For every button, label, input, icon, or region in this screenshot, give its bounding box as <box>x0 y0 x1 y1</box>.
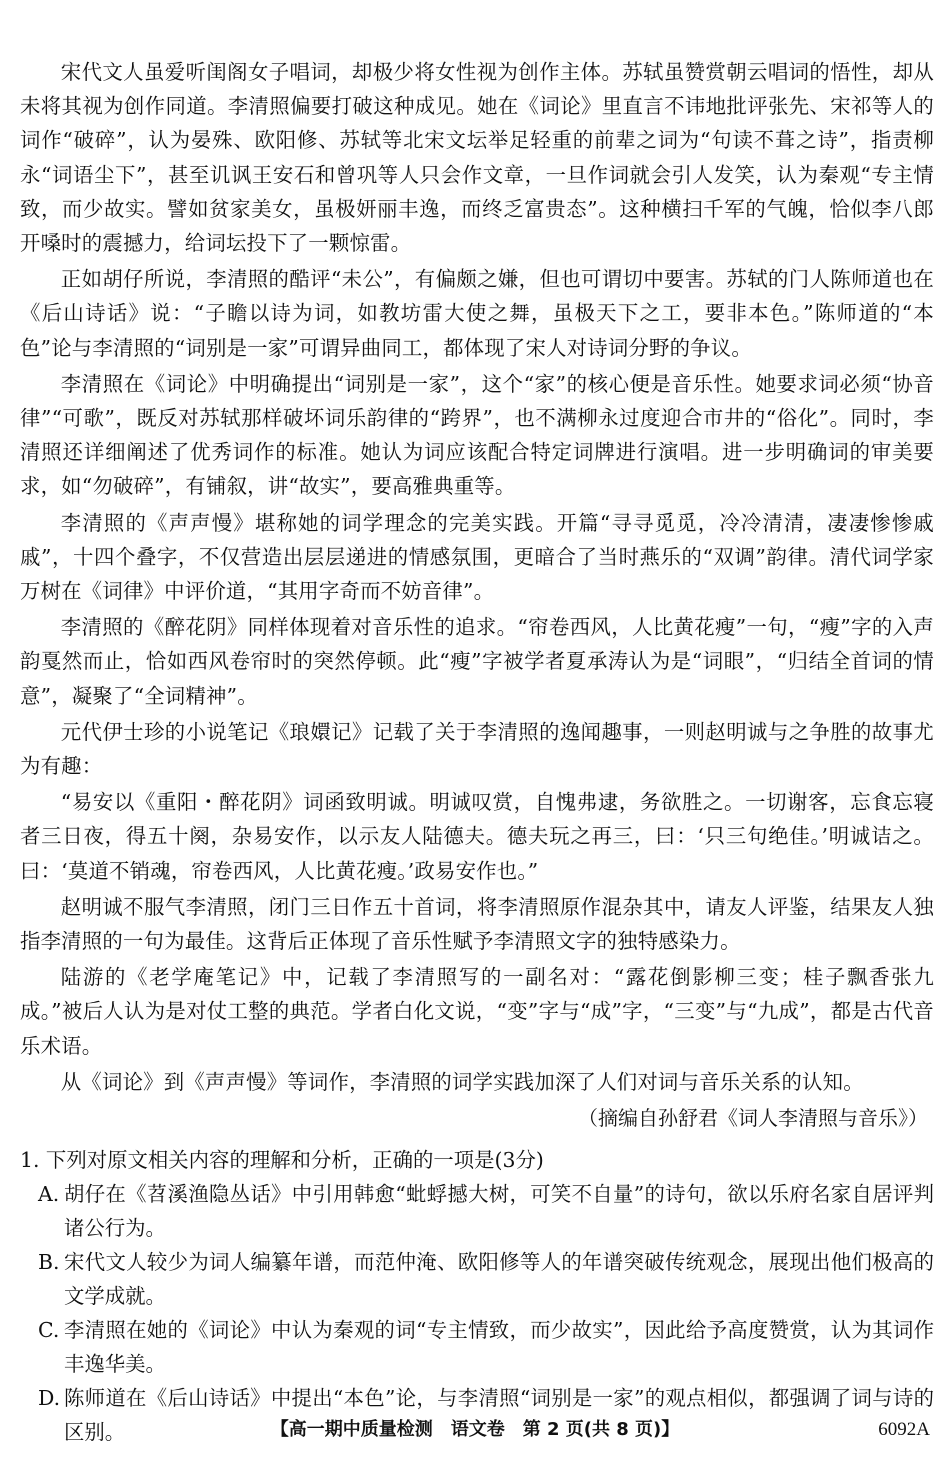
paragraph: 陆游的《老学庵笔记》中，记载了李清照写的一副名对：“露花倒影柳三变；桂子飘香张九成。”被后人认为是对仗工整的典范。学者白化文说，“变”字与“成”字，“三变”与“九成”，都是古代音乐术语。 <box>20 965 934 1058</box>
footer-exam-code: 6092A <box>878 1419 930 1440</box>
footer-page-info: 【高一期中质量检测 语文卷 第 2 页(共 8 页)】 <box>270 1419 680 1440</box>
paragraph: 李清照的《醉花阴》同样体现着对音乐性的追求。“帘卷西风，人比黄花瘦”一句，“瘦”字的入声韵戛然而止，恰如西风卷帘时的突然停顿。此“瘦”字被学者夏承涛认为是“词眼”，“归结全首词的情意”，凝聚了“全词精神”。 <box>20 615 934 708</box>
article-body <box>20 55 934 1135</box>
option-a <box>20 1177 934 1245</box>
option-letter: A. <box>38 1182 60 1207</box>
answer-options <box>20 1177 934 1449</box>
paragraph: 宋代文人虽爱听闺阁女子唱词，却极少将女性视为创作主体。苏轼虽赞赏朝云唱词的悟性，却从未将其视为创作同道。李清照偏要打破这种成见。她在《词论》里直言不讳地批评张先、宋祁等人的词作“破碎”，认为晏殊、欧阳修、苏轼等北宋文坛举足轻重的前辈之词为“句读不葺之诗”，指责柳永“词语尘下”，甚至讥讽王安石和曾巩等人只会作文章，一旦作词就会引人发笑，认为秦观“专主情致，而少故实。譬如贫家美女，虽极妍丽丰逸，而终乏富贵态”。这种横扫千军的气魄，恰似李八郎开嗓时的震撼力，给词坛投下了一颗惊雷。 <box>20 60 934 256</box>
question-1 <box>20 1143 934 1449</box>
paragraph: 李清照的《声声慢》堪称她的词学理念的完美实践。开篇“寻寻觅觅，冷冷清清，凄凄惨惨戚戚”，十四个叠字，不仅营造出层层递进的情感氛围，更暗合了当时燕乐的“双调”韵律。清代词学家万树在《词律》中评价道，“其用字奇而不妨音律”。 <box>20 510 934 604</box>
option-text: 宋代文人较少为词人编纂年谱，而范仲淹、欧阳修等人的年谱突破传统观念，展现出他们极高的文学成就。 <box>64 1250 934 1309</box>
question-stem: 1. 下列对原文相关内容的理解和分析，正确的一项是(3分) <box>20 1148 544 1173</box>
paragraph: 赵明诚不服气李清照，闭门三日作五十首词，将李清照原作混杂其中，请友人评鉴，结果友人独指李清照的一句为最佳。这背后正体现了音乐性赋予李清照文字的独特感染力。 <box>20 894 934 954</box>
paragraph: 元代伊士珍的小说笔记《琅嬛记》记载了关于李清照的逸闻趣事，一则赵明诚与之争胜的故事尤为有趣： <box>20 719 934 779</box>
option-b <box>20 1245 934 1313</box>
option-letter: C. <box>38 1318 60 1343</box>
option-text: 李清照在她的《词论》中认为秦观的词“专主情致，而少故实”，因此给予高度赞赏，认为其词作丰逸华美。 <box>64 1318 934 1377</box>
option-c <box>20 1313 934 1381</box>
option-letter: B. <box>38 1250 60 1275</box>
paragraph: 正如胡仔所说，李清照的酷评“未公”，有偏颇之嫌，但也可谓切中要害。苏轼的门人陈师道也在《后山诗话》说：“子瞻以诗为词，如教坊雷大使之舞，虽极天下之工，要非本色。”陈师道的“本色”论与李清照的“词别是一家”可谓异曲同工，都体现了宋人对诗词分野的争议。 <box>20 267 934 360</box>
paragraph: 李清照在《词论》中明确提出“词别是一家”，这个“家”的核心便是音乐性。她要求词必须“协音律”“可歌”，既反对苏轼那样破坏词乐韵律的“跨界”，也不满柳永过度迎合市井的“俗化”。同时，李清照还详细阐述了优秀词作的标准。她认为词应该配合特定词牌进行演唱。进一步明确词的审美要求，如“勿破碎”，有铺叙，讲“故实”，要高雅典重等。 <box>20 371 934 499</box>
option-letter: D. <box>38 1386 61 1411</box>
paragraph: 从《词论》到《声声慢》等词作，李清照的词学实践加深了人们对词与音乐关系的认知。 <box>60 1069 864 1094</box>
quoted-passage: “易安以《重阳・醉花阴》词函致明诚。明诚叹赏，自愧弗逮，务欲胜之。一切谢客，忘食忘寝者三日夜，得五十阕，杂易安作，以示友人陆德夫。德夫玩之再三，曰：‘只三句绝佳。’明诚诘之。曰：‘莫道不销魂，帘卷西风，人比黄花瘦。’政易安作也。” <box>20 790 934 883</box>
option-text: 陈师道在《后山诗话》中提出“本色”论，与李清照“词别是一家”的观点相似，都强调了词与诗的区别。 <box>64 1386 934 1445</box>
option-text: 胡仔在《苕溪渔隐丛话》中引用韩愈“蚍蜉撼大树，可笑不自量”的诗句，欲以乐府名家自居评判诸公行为。 <box>64 1182 934 1241</box>
source-citation: （摘编自孙舒君《词人李清照与音乐》） <box>578 1106 928 1131</box>
